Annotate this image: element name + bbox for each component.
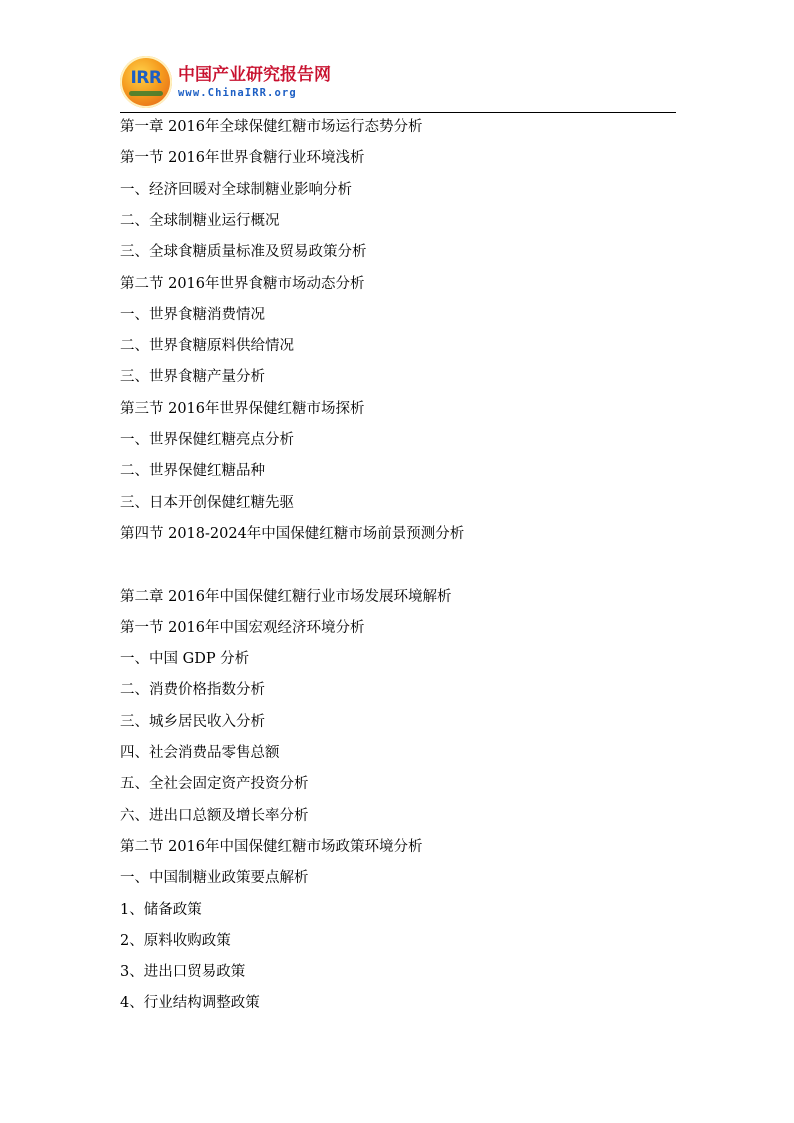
- toc-line: 一、世界食糖消费情况: [120, 306, 265, 323]
- logo-url: www.ChinaIRR.org: [178, 87, 297, 99]
- logo-badge-text: IRR: [130, 67, 162, 88]
- logo-badge-icon: [120, 56, 172, 108]
- toc-line: 三、全球食糖质量标准及贸易政策分析: [120, 244, 367, 261]
- logo-badge-decoration: [129, 91, 163, 96]
- toc-line: 第三节 2016年世界保健红糖市场探析: [120, 400, 365, 417]
- toc-line: 二、世界保健红糖品种: [120, 463, 265, 480]
- toc-line: 三、日本开创保健红糖先驱: [120, 494, 294, 511]
- toc-line: 一、世界保健红糖亮点分析: [120, 432, 294, 448]
- toc-line: 第四节 2018-2024年中国保健红糖市场前景预测分析: [120, 525, 465, 542]
- toc-line: 一、中国 GDP 分析: [120, 651, 250, 668]
- logo-text: [178, 64, 331, 100]
- toc-line: 4、行业结构调整政策: [120, 995, 260, 1012]
- toc-line: 四、社会消费品零售总额: [120, 745, 280, 761]
- toc-line: 三、世界食糖产量分析: [120, 369, 265, 386]
- page-header: [120, 56, 676, 114]
- toc-line: 二、世界食糖原料供给情况: [120, 338, 294, 355]
- toc-line: 第一节 2016年中国宏观经济环境分析: [120, 619, 365, 636]
- toc-line: 一、中国制糖业政策要点解析: [120, 870, 309, 887]
- toc-line: 1、储备政策: [120, 901, 202, 918]
- logo-title: 中国产业研究报告网: [178, 65, 331, 85]
- toc-line: 五、全社会固定资产投资分析: [120, 776, 309, 793]
- toc-line: 第二章 2016年中国保健红糖行业市场发展环境解析: [120, 588, 452, 605]
- toc-line: 六、进出口总额及增长率分析: [120, 807, 309, 824]
- toc-line: 第一节 2016年世界食糖行业环境浅析: [120, 150, 365, 167]
- toc-line: 3、进出口贸易政策: [120, 964, 246, 981]
- toc-line: 三、城乡居民收入分析: [120, 713, 265, 730]
- toc-line: 二、全球制糖业运行概况: [120, 212, 280, 229]
- toc-line: 2、原料收购政策: [120, 932, 231, 949]
- toc-line: 第二节 2016年中国保健红糖市场政策环境分析: [120, 838, 423, 855]
- toc-line: 一、经济回暖对全球制糖业影响分析: [120, 181, 352, 198]
- toc-line: 第一章 2016年全球保健红糖市场运行态势分析: [120, 119, 423, 135]
- logo: [120, 56, 348, 108]
- toc-line: 第二节 2016年世界食糖市场动态分析: [120, 275, 365, 292]
- toc-line: 二、消费价格指数分析: [120, 682, 265, 699]
